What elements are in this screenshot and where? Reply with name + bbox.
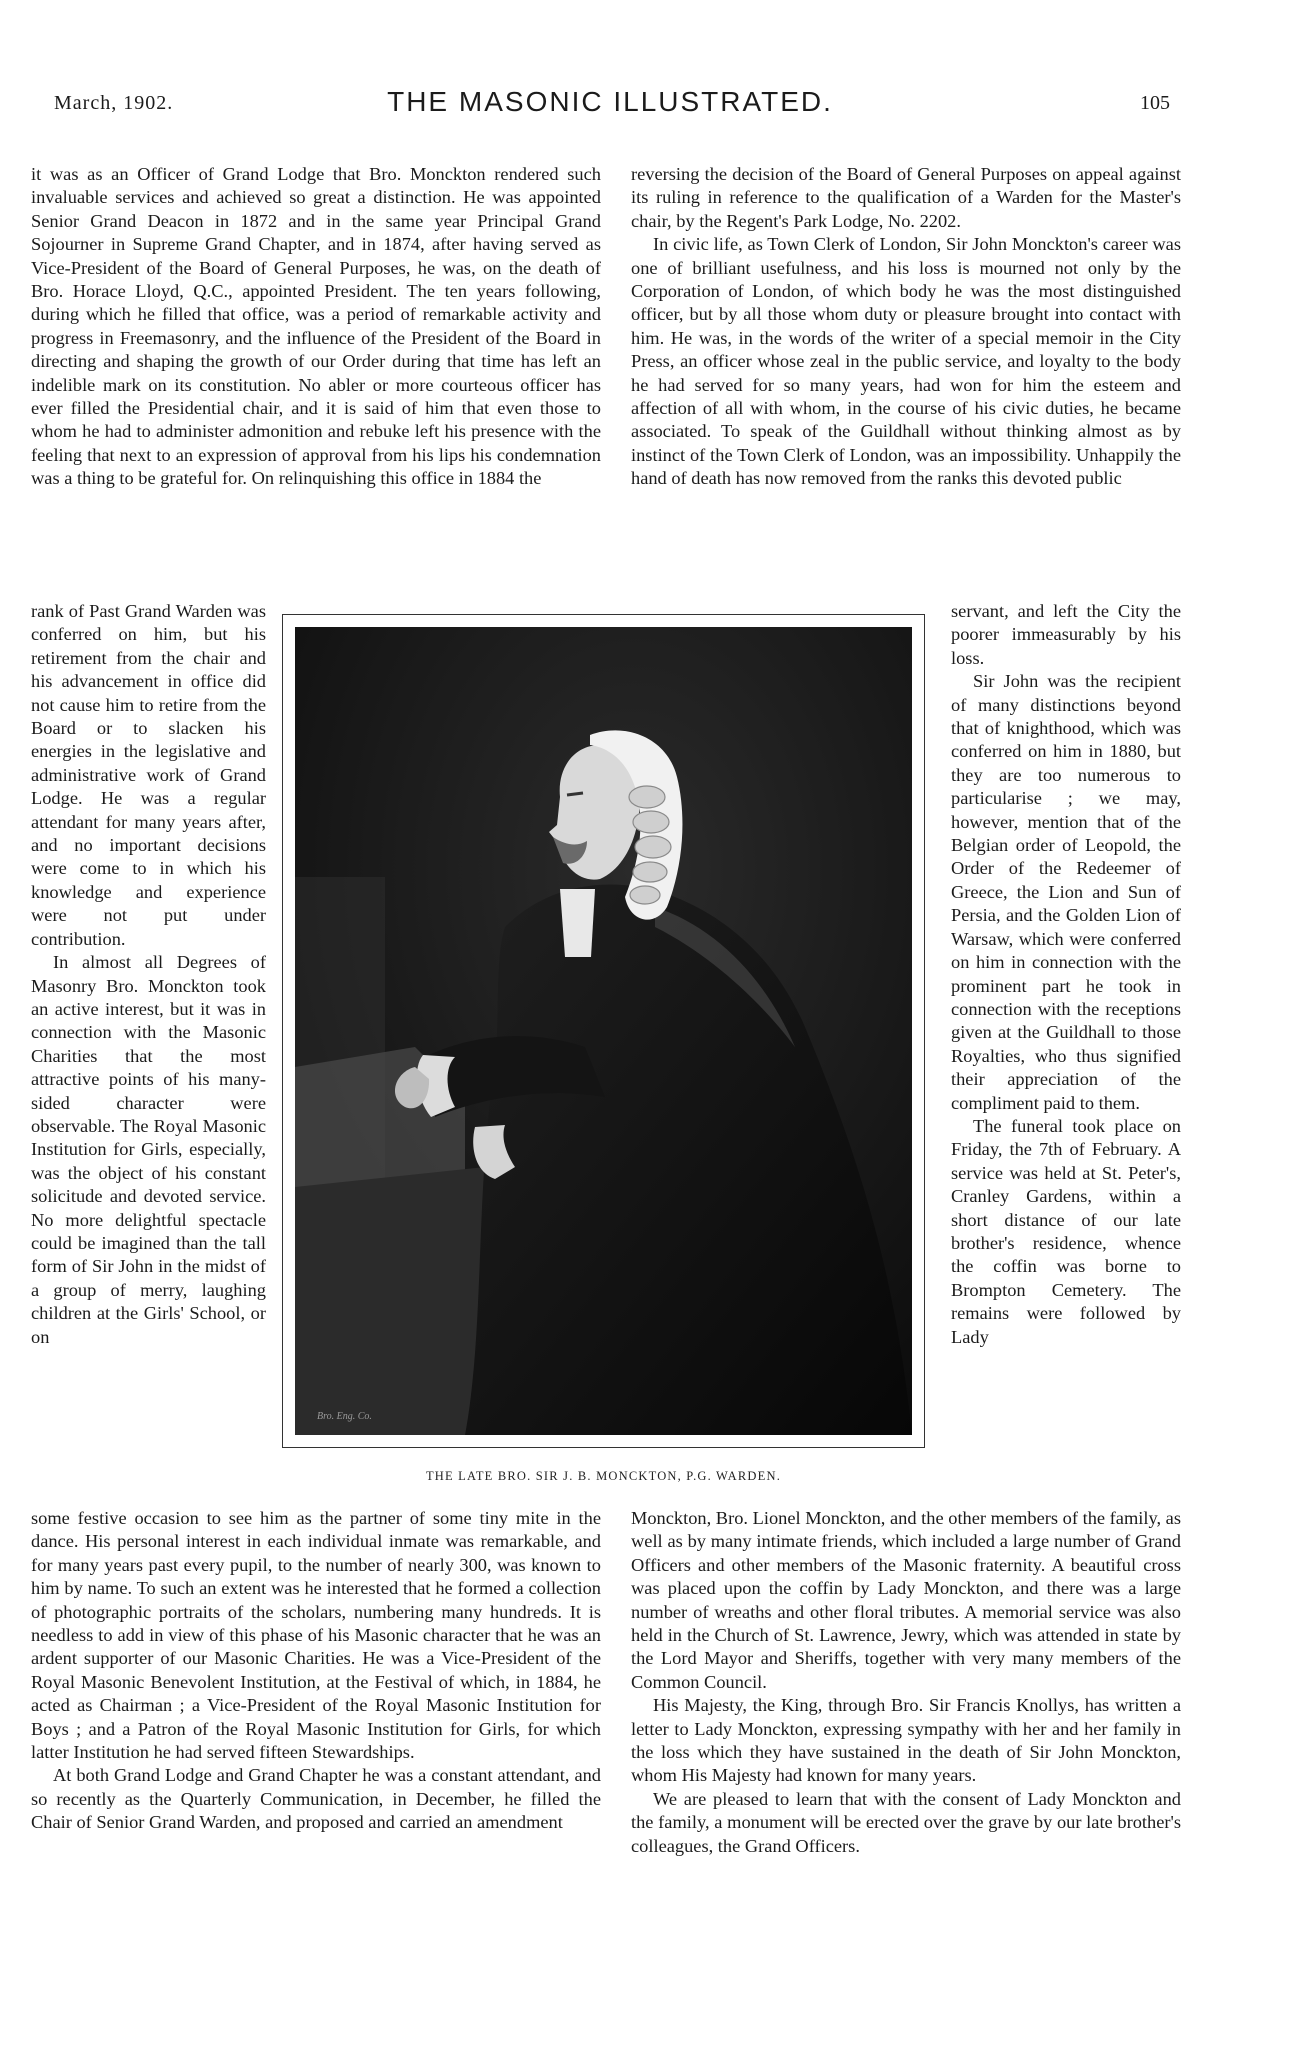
- left-column-bottom: [31, 1507, 601, 1835]
- portrait-frame: [282, 614, 925, 1448]
- paragraph: At both Grand Lodge and Grand Chapter he was a constant attendant, and so recently as the Quarterly Communication, in December, he filled the Chair of Senior Grand Warden, and proposed and carried an amendment: [31, 1765, 601, 1833]
- paragraph: In almost all Degrees of Masonry Bro. Monckton took an active interest, but it was in connection with the Masonic Charities that the most attractive points of his many-sided character were observable. The Royal Masonic Institution for Girls, especially, was the object of his constant solicitude and devoted service. No more delightful spectacle could be imagined than the tall form of Sir John in the midst of a group of merry, laughing children at the Girls' School, or on: [31, 952, 266, 1347]
- left-column-wrap: [31, 600, 266, 1349]
- paragraph: it was as an Officer of Grand Lodge that Bro. Monckton rendered such invaluable services and achieved so great a distinction. He was appointed Senior Grand Deacon in 1872 and in the same year Principal Grand Sojourner in Supreme Grand Chapter, and in 1874, after having served as Vice-President of the Board of General Purposes, he was, on the death of Bro. Horace Lloyd, Q.C., appointed President. The ten years following, during which he filled that office, was a period of remarkable activity and progress in Freemasonry, and the influence of the President of the Board in directing and shaping the growth of our Order during that time has left an indelible mark on its constitution. No abler or more courteous officer has ever filled the Presidential chair, and it is said of him that even those to whom he had to administer admonition and rebuke left his presence with the feeling that next to an expression of approval from his lips his condemnation was a thing to be grateful for. On relinquishing this office in 1884 the: [31, 164, 601, 489]
- paragraph: Sir John was the recipient of many distinctions beyond that of knighthood, which was conferred on him in 1880, but they are too numerous to particularise ; we may, however, mention that of the Belgian order of Leopold, the Order of the Redeemer of Greece, the Lion and Sun of Persia, and the Golden Lion of Warsaw, which were conferred on him in connection with the prominent part he took in connection with the receptions given at the Guildhall to those Royalties, who thus signified their appreciation of the compliment paid to them.: [951, 671, 1181, 1113]
- paragraph: In civic life, as Town Clerk of London, Sir John Monckton's career was one of brilliant usefulness, and his loss is mourned not only by the Corporation of London, of which body he was the most distinguished officer, but by all those whom duty or pleasure brought into contact with him. He was, in the words of the writer of a special memoir in the City Press, an officer whose zeal in the public service, and loyalty to the body he had served for so many years, had won for him the esteem and affection of all with whom, in the course of his civic duties, he became associated. To speak of the Guildhall without thinking almost as by instinct of the Town Clerk of London, was an impossibility. Unhappily the hand of death has now removed from the ranks this devoted public: [631, 234, 1181, 489]
- right-column-wrap: [951, 600, 1181, 1349]
- paragraph: His Majesty, the King, through Bro. Sir Francis Knollys, has written a letter to Lady Monckton, expressing sympathy with her and her family in the loss which they have sustained in the death of Sir John Monckton, whom His Majesty had known for many years.: [631, 1695, 1181, 1786]
- engraver-mark: Bro. Eng. Co.: [317, 1411, 372, 1422]
- paragraph: some festive occasion to see him as the partner of some tiny mite in the dance. His personal interest in each individual inmate was remarkable, and for many years past every pupil, to the number of nearly 300, was known to him by name. To such an extent was he interested that he formed a collection of photographic portraits of the scholars, numbering many hundreds. It is needless to add in view of this phase of his Masonic character that he was an ardent supporter of our Masonic Charities. He was a Vice-President of the Royal Masonic Benevolent Institution, at the Festival of which, in 1884, he acted as Chairman ; a Vice-President of the Royal Masonic Institution for Boys ; and a Patron of the Royal Masonic Institution for Girls, for which latter Institution he had served fifteen Stewardships.: [31, 1508, 601, 1763]
- right-column-bottom: [631, 1507, 1181, 1858]
- portrait-illustration: [295, 627, 912, 1435]
- paragraph: The funeral took place on Friday, the 7th of February. A service was held at St. Peter's, Cranley Gardens, within a short distance of our late brother's residence, whence the coffin was borne to Brompton Cemetery. The remains were followed by Lady: [951, 1115, 1181, 1347]
- right-column-top: [631, 163, 1181, 491]
- paragraph: We are pleased to learn that with the consent of Lady Monckton and the family, a monument will be erected over the grave by our late brother's colleagues, the Grand Officers.: [631, 1788, 1181, 1856]
- paragraph: reversing the decision of the Board of General Purposes on appeal against its ruling in reference to the qualification of a Warden for the Master's chair, by the Regent's Park Lodge, No. 2202.: [631, 164, 1181, 231]
- portrait-caption: THE LATE BRO. SIR J. B. MONCKTON, P.G. WARDEN.: [425, 1469, 782, 1483]
- page-number: 105: [1140, 92, 1170, 114]
- portrait-figure: [282, 614, 925, 1483]
- paragraph: Monckton, Bro. Lionel Monckton, and the other members of the family, as well as by many intimate friends, which included a large number of Grand Officers and other members of the Masonic fraternity. A beautiful cross was placed upon the coffin by Lady Monckton, and there was a large number of wreaths and other floral tributes. A memorial service was also held in the Church of St. Lawrence, Jewry, which was attended in state by the Lord Mayor and Sheriffs, together with very many members of the Common Council.: [631, 1508, 1181, 1692]
- page-header: [40, 86, 1180, 126]
- portrait-photo: [295, 627, 912, 1435]
- left-column-top: [31, 163, 601, 491]
- issue-date: March, 1902.: [54, 92, 174, 114]
- paragraph: servant, and left the City the poorer immeasurably by his loss.: [951, 601, 1181, 668]
- publication-title: THE MASONIC ILLUSTRATED.: [387, 86, 833, 117]
- paragraph: rank of Past Grand Warden was conferred on him, but his retirement from the chair and his advancement in office did not cause him to retire from the Board or to slacken his energies in the legislative and administrative work of Grand Lodge. He was a regular attendant for many years after, and no important decisions were come to in which his knowledge and experience were not put under contribution.: [31, 601, 266, 949]
